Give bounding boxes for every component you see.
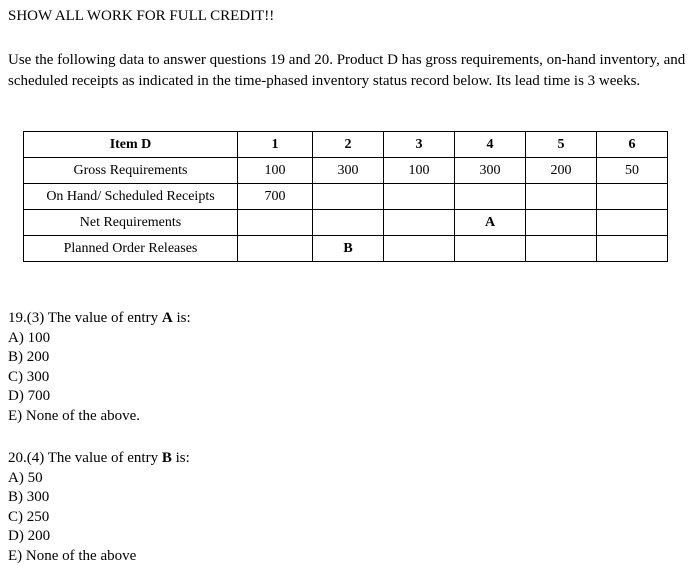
table-cell bbox=[384, 236, 455, 262]
answer-option: D) 200 bbox=[8, 528, 51, 544]
table-cell bbox=[526, 210, 597, 236]
answer-option: D) 700 bbox=[8, 388, 51, 404]
header-cell: 2 bbox=[313, 132, 384, 158]
table-cell bbox=[526, 184, 597, 210]
entry-label: A bbox=[161, 310, 173, 326]
header-cell: Item D bbox=[24, 132, 238, 158]
table-cell bbox=[597, 236, 668, 262]
table-cell bbox=[597, 210, 668, 236]
table-cell: 100 bbox=[384, 158, 455, 184]
answer-option: C) 250 bbox=[8, 508, 50, 525]
answer-option: B) 300 bbox=[8, 489, 50, 505]
table-header-row bbox=[24, 132, 668, 158]
header-cell: 4 bbox=[455, 132, 526, 158]
header-cell: 1 bbox=[238, 132, 313, 158]
answer-option: B) 200 bbox=[8, 349, 50, 365]
header-cell: 5 bbox=[526, 132, 597, 158]
answer-option: A) 100 bbox=[8, 329, 51, 346]
table-cell bbox=[238, 236, 313, 262]
table-cell bbox=[384, 184, 455, 210]
row-label: Net Requirements bbox=[24, 210, 238, 236]
entry-b-cell: B bbox=[313, 236, 384, 262]
answer-option: C) 300 bbox=[8, 368, 50, 385]
table-cell: 100 bbox=[238, 158, 313, 184]
entry-label: B bbox=[161, 450, 172, 466]
table-cell bbox=[313, 210, 384, 236]
answer-option: A) 50 bbox=[8, 469, 43, 486]
question-20 bbox=[8, 449, 190, 566]
answer-option: E) None of the above. bbox=[8, 407, 141, 424]
table-cell bbox=[238, 210, 313, 236]
table-cell bbox=[526, 236, 597, 262]
answer-option: E) None of the above bbox=[8, 547, 137, 564]
header-cell: 6 bbox=[597, 132, 668, 158]
table-cell bbox=[313, 184, 384, 210]
table-cell: 50 bbox=[597, 158, 668, 184]
page-header: SHOW ALL WORK FOR FULL CREDIT!! bbox=[8, 8, 275, 24]
table-cell: 200 bbox=[526, 158, 597, 184]
row-label: Gross Requirements bbox=[24, 158, 238, 184]
table-cell bbox=[597, 184, 668, 210]
question-stem: 20.(4) The value of entry B is: bbox=[8, 450, 190, 466]
table-cell: 700 bbox=[238, 184, 313, 210]
table-cell: 300 bbox=[455, 158, 526, 184]
table-row bbox=[24, 184, 668, 210]
problem-intro: Use the following data to answer questions 19 and 20. Product D has gross requirements, on-hand inventory, and scheduled receipts as indicated in the time-phased inventory status record below. Its lead time is 3 weeks. bbox=[8, 52, 686, 89]
table-cell: 300 bbox=[313, 158, 384, 184]
table-cell bbox=[384, 210, 455, 236]
row-label: On Hand/ Scheduled Receipts bbox=[24, 184, 238, 210]
table-row bbox=[24, 236, 668, 262]
inventory-status-table bbox=[23, 131, 668, 262]
header-cell: 3 bbox=[384, 132, 455, 158]
table-cell bbox=[455, 184, 526, 210]
table-row bbox=[24, 210, 668, 236]
table-cell bbox=[455, 236, 526, 262]
table-row bbox=[24, 158, 668, 184]
row-label: Planned Order Releases bbox=[24, 236, 238, 262]
question-stem: 19.(3) The value of entry A is: bbox=[8, 310, 191, 326]
question-19 bbox=[8, 309, 191, 426]
entry-a-cell: A bbox=[455, 210, 526, 236]
